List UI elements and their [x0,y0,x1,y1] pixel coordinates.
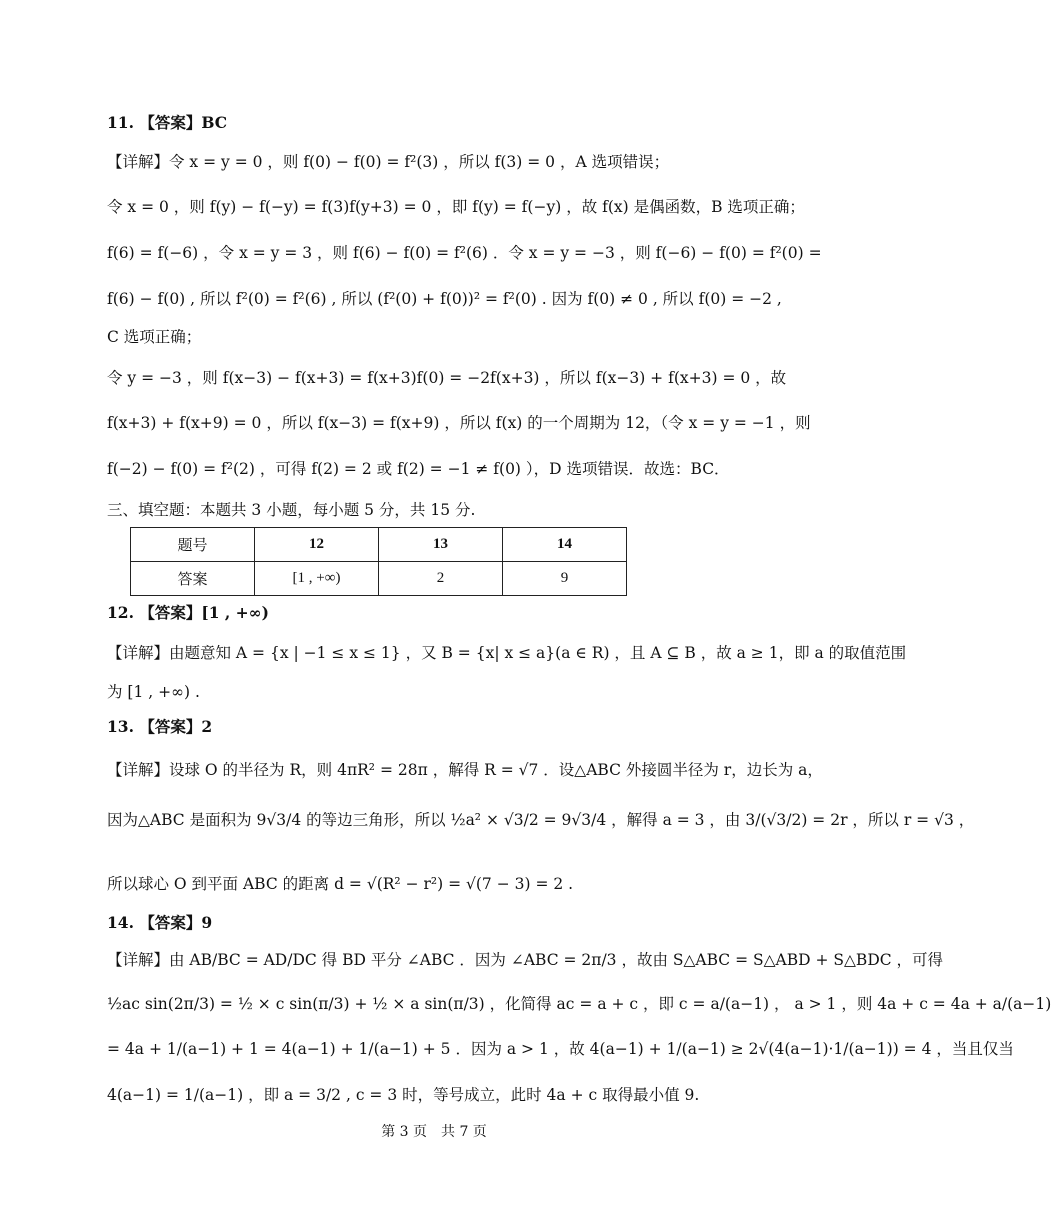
q11-line-3: f(6) = f(−6) ，令 x = y = 3 ，则 f(6) − f(0) = f²(6) ．令 x = y = −3 ，则 f(−6) − f(0) = f²(0) = [107,244,822,262]
table-cell: 2 [379,562,503,596]
q14-line-3: = 4a + 1/(a−1) + 1 = 4(a−1) + 1/(a−1) + 5 ．因为 a > 1 ，故 4(a−1) + 1/(a−1) ≥ 2√(4(a−1)·1/(a−1)) = 4 ，当且仅当 [107,1040,1014,1058]
q13-answer-header: 13. 【答案】2 [107,717,213,736]
q11-line-5: C 选项正确； [107,328,202,346]
q11-line-1: 【详解】令 x = y = 0 ，则 f(0) − f(0) = f²(3) ，所以 f(3) = 0 ，A 选项错误； [107,153,670,171]
q14-line-4: 4(a−1) = 1/(a−1) ，即 a = 3/2 , c = 3 时，等号成立，此时 4a + c 取得最小值 9. [107,1086,700,1104]
q11-line-2: 令 x = 0 ，则 f(y) − f(−y) = f(3)f(y+3) = 0 ，即 f(y) = f(−y) ，故 f(x) 是偶函数，B 选项正确； [107,198,805,216]
table-cell: 9 [503,562,627,596]
table-row [131,528,627,562]
table-header-cell: 12 [255,528,379,562]
q13-line-3: 所以球心 O 到平面 ABC 的距离 d = √(R² − r²) = √(7 − 3) = 2 . [107,875,574,893]
page-footer: 第 3 页 共 7 页 [381,1124,487,1140]
table-cell: 答案 [131,562,255,596]
q13-line-1: 【详解】设球 O 的半径为 R，则 4πR² = 28π ，解得 R = √7 ．设△ABC 外接圆半径为 r，边长为 a， [107,761,823,779]
q12-answer-header: 12. 【答案】[1 , +∞) [107,603,269,622]
section-3-heading: 三、填空题：本题共 3 小题，每小题 5 分，共 15 分. [107,501,476,519]
table-row [131,562,627,596]
table-header-cell: 13 [379,528,503,562]
q14-answer-header: 14. 【答案】9 [107,913,213,932]
table-header-cell: 14 [503,528,627,562]
q14-line-2: ½ac sin(2π/3) = ½ × c sin(π/3) + ½ × a sin(π/3) ，化简得 ac = a + c ，即 c = a/(a−1) ， a > 1 ，则 4a + c = 4a + a/(a−1) [107,995,1051,1013]
q12-line-1: 【详解】由题意知 A = {x | −1 ≤ x ≤ 1} ，又 B = {x| x ≤ a}(a ∈ R) ，且 A ⊆ B ，故 a ≥ 1，即 a 的取值范围 [107,644,907,662]
q11-answer-header: 11. 【答案】BC [107,113,228,132]
answer-table [130,527,627,596]
table-cell: [1 , +∞) [255,562,379,596]
q11-line-8: f(−2) − f(0) = f²(2) ，可得 f(2) = 2 或 f(2) = −1 ≠ f(0) ），D 选项错误．故选：BC． [107,460,730,478]
q11-line-6: 令 y = −3 ，则 f(x−3) − f(x+3) = f(x+3)f(0) = −2f(x+3) ，所以 f(x−3) + f(x+3) = 0 ，故 [107,369,787,387]
q11-line-7: f(x+3) + f(x+9) = 0 ，所以 f(x−3) = f(x+9) ，所以 f(x) 的一个周期为 12，（令 x = y = −1 ，则 [107,414,811,432]
q11-line-4: f(6) − f(0) , 所以 f²(0) = f²(6) , 所以 (f²(0) + f(0))² = f²(0) . 因为 f(0) ≠ 0 , 所以 f(0) = −2 , [107,290,782,308]
table-header-cell: 题号 [131,528,255,562]
q12-line-2: 为 [1 , +∞) . [107,683,200,701]
q13-line-2: 因为△ABC 是面积为 9√3/4 的等边三角形，所以 ½a² × √3/2 = 9√3/4 ，解得 a = 3 ，由 3/(√3/2) = 2r ，所以 r = √3 ， [107,811,975,829]
q14-line-1: 【详解】由 AB/BC = AD/DC 得 BD 平分 ∠ABC ．因为 ∠ABC = 2π/3 ，故由 S△ABC = S△ABD + S△BDC ，可得 [107,951,944,969]
